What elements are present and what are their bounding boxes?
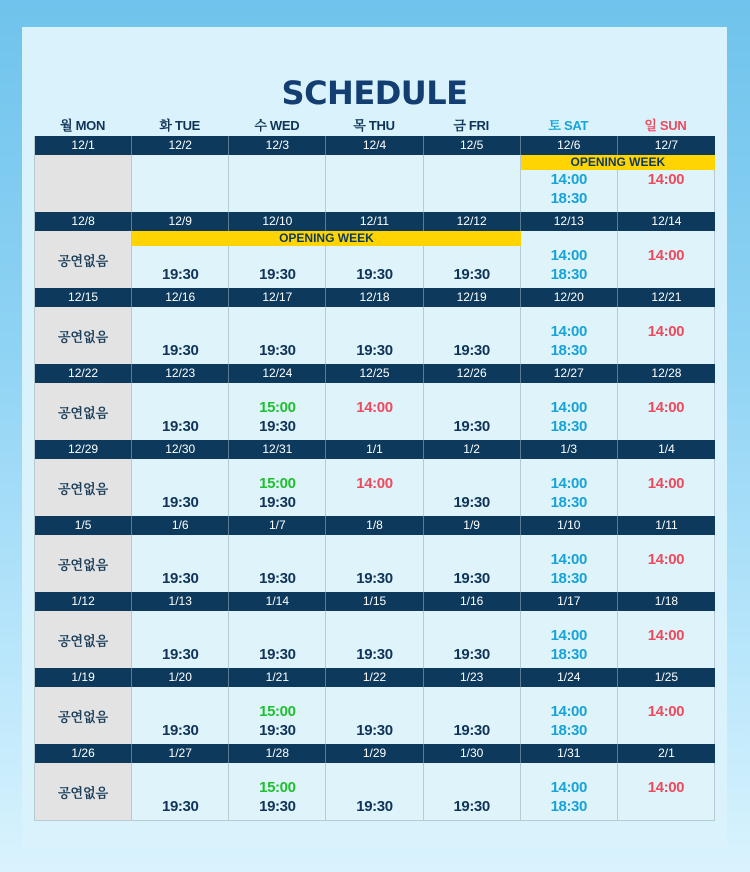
day-cell [521,307,618,364]
date-label: 2/1 [658,746,675,760]
showtime[interactable]: 19:30 [162,570,199,587]
showtimes [521,778,617,816]
date-label: 1/17 [521,592,618,611]
showtimes [229,645,325,664]
showtimes [521,702,617,740]
date-label: 12/2 [132,136,229,155]
page-title: SCHEDULE [281,74,468,112]
no-performance-label: 공연없음 [57,709,109,724]
showtimes [229,398,325,436]
date-label: 1/7 [229,516,326,535]
showtimes [326,645,422,664]
date-label: 1/11 [655,518,678,532]
day-cell [35,155,132,212]
showtime[interactable]: 14:00 [550,551,587,568]
date-label: 12/8 [35,212,132,231]
showtime[interactable]: 14:00 [647,399,685,416]
date-label: 1/26 [35,744,132,763]
day-cell [132,155,229,212]
showtime[interactable]: 19:30 [356,342,393,359]
date-label: 1/8 [326,516,423,535]
date-label: 1/5 [35,516,132,535]
showtime[interactable]: 14:00 [647,779,685,796]
showtimes [618,398,714,417]
showtime[interactable]: 14:00 [647,703,685,720]
showtimes [521,474,617,512]
showtimes [521,170,617,208]
date-label: 12/21 [651,290,682,304]
date-label: 1/22 [326,668,423,687]
date-label: 12/15 [35,288,132,307]
week-block [35,364,715,440]
showtimes [424,645,520,664]
date-label: 12/23 [132,364,229,383]
opening-week-banner: OPENING WEEK [521,155,715,170]
showtime[interactable]: 14:00 [356,475,393,492]
date-label: 1/25 [654,670,679,684]
day-cell [132,763,229,820]
date-label: 12/17 [229,288,326,307]
date-label: 12/1 [35,136,132,155]
date-label: 1/4 [658,442,675,456]
day-cell [326,307,423,364]
date-label: 12/31 [229,440,326,459]
date-label: 1/20 [132,668,229,687]
showtimes [424,721,520,740]
showtime[interactable]: 19:30 [453,342,490,359]
day-cell [618,535,715,592]
showtimes [326,474,422,493]
date-label: 12/29 [35,440,132,459]
date-label: 1/21 [229,668,326,687]
date-label: 12/22 [35,364,132,383]
day-cell [424,535,521,592]
day-cell [132,535,229,592]
showtimes [229,265,325,284]
day-cell [521,535,618,592]
date-row [35,668,715,687]
day-cell [618,231,715,288]
day-cell [326,611,423,668]
day-cell [35,687,132,744]
date-label: 12/11 [326,212,423,231]
date-label: 12/7 [654,138,679,152]
day-cell [132,687,229,744]
date-row [35,744,715,763]
showtime[interactable]: 19:30 [453,570,490,587]
day-cell [35,231,132,288]
day-cell [132,383,229,440]
day-header-wed: 수 WED [254,118,300,133]
date-label: 1/14 [229,592,326,611]
date-label: 12/27 [521,364,618,383]
date-label: 1/9 [424,516,521,535]
date-label: 12/30 [132,440,229,459]
week-block [35,440,715,516]
showtime[interactable]: 15:00 [259,475,296,492]
date-label: 12/3 [229,136,326,155]
date-row [35,440,715,459]
date-label: 12/28 [651,366,682,380]
performance-row [35,763,715,820]
showtime[interactable]: 15:00 [259,399,296,416]
date-row [35,516,715,535]
showtimes [326,797,422,816]
day-cell [424,687,521,744]
showtime[interactable]: 19:30 [259,722,296,739]
showtimes [521,398,617,436]
day-header-sun: 일 SUN [644,118,687,133]
showtimes [132,265,228,284]
day-header-mon: 월 MON [60,118,106,133]
no-performance-label: 공연없음 [57,481,109,496]
date-label: 1/18 [654,594,679,608]
showtime[interactable]: 14:00 [647,247,685,264]
showtime[interactable]: 19:30 [162,722,199,739]
showtime[interactable]: 19:30 [259,798,296,815]
day-cell [618,763,715,820]
opening-week-banner: OPENING WEEK [132,231,521,246]
showtime[interactable]: 18:30 [550,570,587,587]
date-label: 12/5 [424,136,521,155]
day-cell [618,307,715,364]
day-cell [326,763,423,820]
showtime[interactable]: 19:30 [259,570,296,587]
no-performance-label: 공연없음 [57,253,109,268]
showtime[interactable]: 14:00 [550,171,587,188]
showtime[interactable]: 18:30 [550,798,587,815]
date-row [35,592,715,611]
showtime[interactable]: 19:30 [356,570,393,587]
day-cell [424,155,521,212]
date-label: 1/24 [521,668,618,687]
showtimes [424,341,520,360]
showtime[interactable]: 14:00 [647,627,685,644]
showtime[interactable]: 19:30 [356,646,393,663]
no-performance-label: 공연없음 [57,405,109,420]
showtimes [132,797,228,816]
date-label: 12/24 [229,364,326,383]
date-label: 12/19 [424,288,521,307]
showtime[interactable]: 14:00 [550,399,587,416]
showtimes [424,417,520,436]
showtime[interactable]: 14:00 [550,323,587,340]
showtime[interactable]: 18:30 [550,646,587,663]
day-header-tue: 화 TUE [159,118,201,133]
date-label: 12/20 [521,288,618,307]
schedule-panel [22,27,727,849]
day-cell [618,459,715,516]
date-label: 1/28 [229,744,326,763]
no-performance-label: 공연없음 [57,633,109,648]
day-cell [326,383,423,440]
week-block [35,212,715,288]
showtime[interactable]: 19:30 [259,646,296,663]
showtime[interactable]: 19:30 [162,266,199,283]
showtimes [618,246,714,265]
showtimes [132,417,228,436]
date-label: 1/12 [35,592,132,611]
day-cell [521,459,618,516]
day-cell [521,763,618,820]
week-block [35,288,715,364]
showtimes [132,569,228,588]
date-label: 12/12 [424,212,521,231]
date-label: 1/15 [326,592,423,611]
showtimes [229,778,325,816]
showtime[interactable]: 18:30 [550,266,587,283]
showtimes [618,170,714,189]
showtimes [326,341,422,360]
date-label: 1/19 [35,668,132,687]
showtime[interactable]: 14:00 [647,475,685,492]
day-cell [229,763,326,820]
day-cell [132,611,229,668]
day-cell [326,687,423,744]
date-label: 12/10 [229,212,326,231]
showtime[interactable]: 19:30 [453,798,490,815]
weekday-header-row [34,117,714,135]
showtime[interactable]: 14:00 [550,247,587,264]
day-cell [424,307,521,364]
no-performance-label: 공연없음 [57,557,109,572]
date-row [35,364,715,383]
week-block [35,592,715,668]
showtimes [229,702,325,740]
showtime[interactable]: 19:30 [453,494,490,511]
day-cell [521,611,618,668]
showtime[interactable]: 19:30 [162,798,199,815]
showtime[interactable]: 14:00 [647,551,685,568]
day-cell [229,307,326,364]
day-cell [229,459,326,516]
date-row [35,212,715,231]
day-cell [521,383,618,440]
schedule-grid [34,136,715,821]
day-cell [229,383,326,440]
day-cell [618,687,715,744]
showtimes [424,265,520,284]
showtime[interactable]: 19:30 [453,722,490,739]
day-cell [326,155,423,212]
showtimes [326,398,422,417]
showtimes [326,265,422,284]
showtime[interactable]: 19:30 [356,722,393,739]
showtime[interactable]: 14:00 [550,779,587,796]
showtime[interactable]: 14:00 [550,475,587,492]
day-cell [35,459,132,516]
day-cell [521,687,618,744]
showtimes [229,474,325,512]
day-cell [132,459,229,516]
showtime[interactable]: 19:30 [259,266,296,283]
showtimes [521,322,617,360]
day-cell [424,459,521,516]
day-header-sat: 토 SAT [548,118,589,133]
showtimes [521,246,617,284]
showtimes [424,493,520,512]
showtime[interactable]: 18:30 [550,342,587,359]
date-label: 1/23 [424,668,521,687]
date-label: 1/29 [326,744,423,763]
showtime[interactable]: 14:00 [647,171,685,188]
showtime[interactable]: 14:00 [356,399,393,416]
day-cell [229,611,326,668]
date-row [35,136,715,155]
day-header-thu: 목 THU [353,118,395,133]
showtime[interactable]: 18:30 [550,722,587,739]
day-cell [229,155,326,212]
date-label: 1/13 [132,592,229,611]
day-cell [35,383,132,440]
performance-row [35,459,715,516]
date-label: 12/18 [326,288,423,307]
performance-row [35,383,715,440]
day-cell [424,763,521,820]
day-cell [326,459,423,516]
performance-row [35,535,715,592]
day-cell [618,611,715,668]
date-label: 1/27 [132,744,229,763]
day-cell [35,307,132,364]
date-label: 1/1 [326,440,423,459]
day-header-fri: 금 FRI [453,118,489,133]
day-cell [229,535,326,592]
showtime[interactable]: 19:30 [162,418,199,435]
showtime[interactable]: 18:30 [550,494,587,511]
showtime[interactable]: 14:00 [550,627,587,644]
showtimes [618,550,714,569]
showtimes [326,569,422,588]
no-performance-label: 공연없음 [57,785,109,800]
week-block [35,668,715,744]
performance-row [35,687,715,744]
week-block [35,744,715,820]
showtimes [618,474,714,493]
day-cell [326,535,423,592]
showtimes [618,322,714,341]
showtime[interactable]: 19:30 [453,646,490,663]
showtime[interactable]: 14:00 [647,323,685,340]
day-cell [618,383,715,440]
date-label: 12/9 [132,212,229,231]
showtime[interactable]: 19:30 [259,494,296,511]
showtime[interactable]: 19:30 [259,418,296,435]
showtime[interactable]: 19:30 [453,418,490,435]
showtimes [132,341,228,360]
showtime[interactable]: 19:30 [162,494,199,511]
day-cell [229,687,326,744]
date-label: 1/31 [521,744,618,763]
date-row [35,288,715,307]
showtime[interactable]: 19:30 [162,646,199,663]
date-label: 12/25 [326,364,423,383]
week-block [35,136,715,212]
showtime[interactable]: 14:00 [550,703,587,720]
date-label: 12/14 [651,214,682,228]
showtimes [618,702,714,721]
showtimes [521,626,617,664]
showtimes [326,721,422,740]
showtime[interactable]: 15:00 [259,703,296,720]
showtimes [132,645,228,664]
day-cell [35,763,132,820]
week-block [35,516,715,592]
day-cell [35,611,132,668]
performance-row [35,611,715,668]
showtimes [424,797,520,816]
day-cell [35,535,132,592]
day-cell [132,307,229,364]
date-label: 1/6 [132,516,229,535]
date-label: 12/26 [424,364,521,383]
showtimes [424,569,520,588]
date-label: 12/6 [521,136,618,155]
performance-row [35,307,715,364]
showtimes [132,493,228,512]
no-performance-label: 공연없음 [57,329,109,344]
date-label: 1/2 [424,440,521,459]
showtimes [132,721,228,740]
date-label: 12/16 [132,288,229,307]
showtime[interactable]: 19:30 [453,266,490,283]
date-label: 12/4 [326,136,423,155]
showtimes [618,626,714,645]
showtime[interactable]: 18:30 [550,190,587,207]
showtimes [521,550,617,588]
showtime[interactable]: 19:30 [356,266,393,283]
showtimes [229,341,325,360]
showtime[interactable]: 19:30 [356,798,393,815]
showtimes [229,569,325,588]
day-cell [521,231,618,288]
date-label: 1/10 [521,516,618,535]
showtime[interactable]: 18:30 [550,418,587,435]
showtimes [618,778,714,797]
showtime[interactable]: 19:30 [162,342,199,359]
showtime[interactable]: 15:00 [259,779,296,796]
showtime[interactable]: 19:30 [259,342,296,359]
day-cell [424,383,521,440]
date-label: 1/16 [424,592,521,611]
date-label: 1/3 [521,440,618,459]
date-label: 1/30 [424,744,521,763]
day-cell [424,611,521,668]
date-label: 12/13 [521,212,618,231]
